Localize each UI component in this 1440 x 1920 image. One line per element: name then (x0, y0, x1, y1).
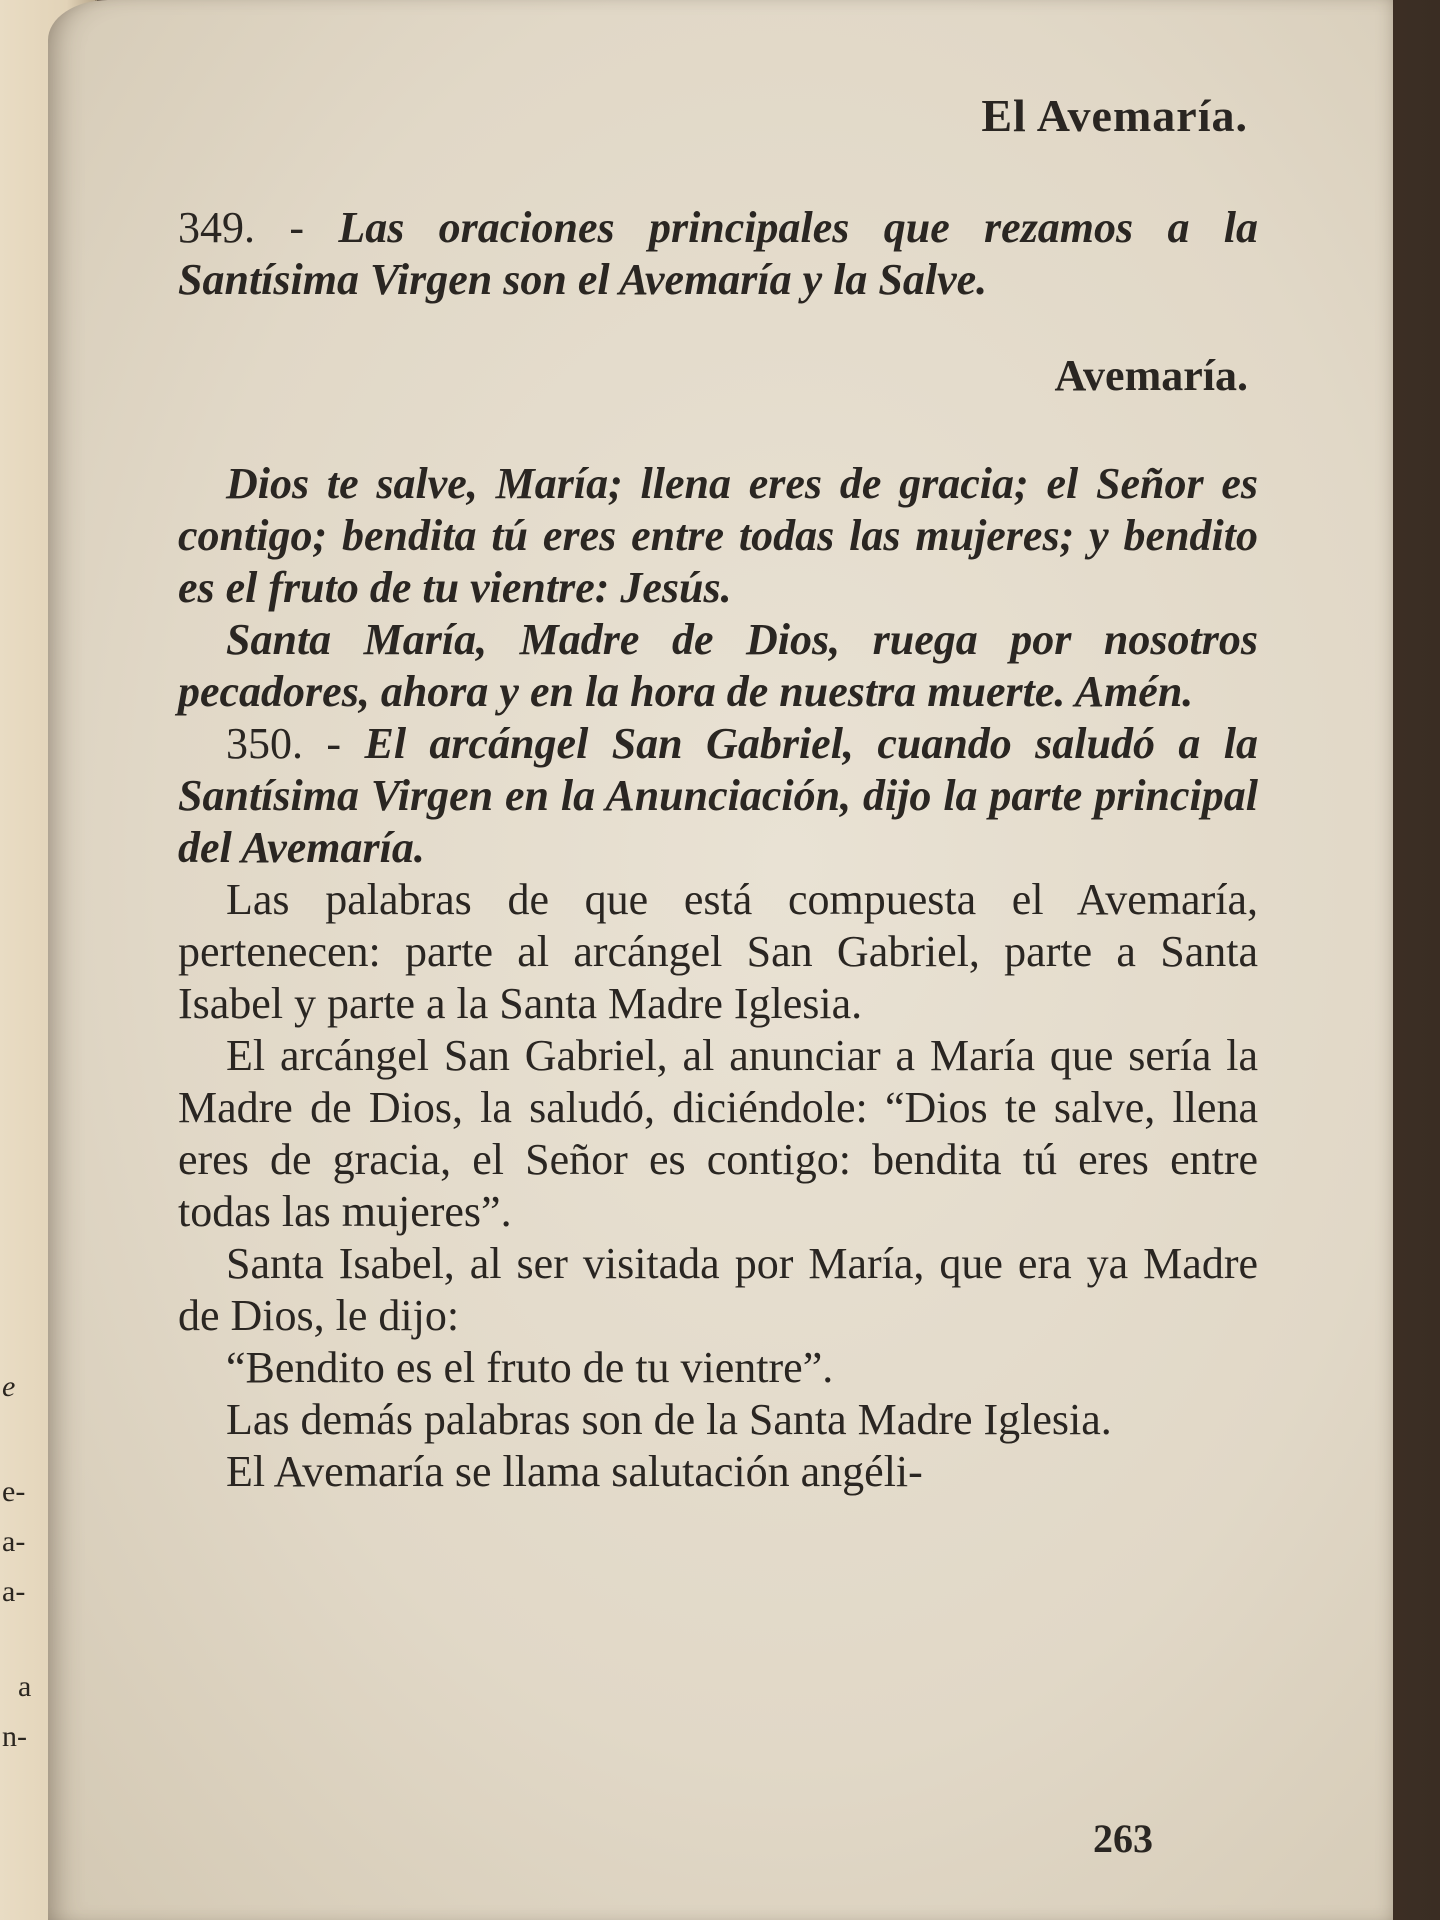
left-fragment: e (2, 1370, 16, 1403)
question-text: Las oraciones principales que rezamos a la Santísima Virgen son el Avemaría y la Salve. (178, 203, 1259, 304)
section-title: Avemaría. (1054, 351, 1248, 400)
left-fragment: e- (2, 1475, 26, 1508)
body-paragraph: Las demás palabras son de la Santa Madre Iglesia. (226, 1395, 1112, 1444)
body-paragraph: Santa Isabel, al ser visitada por María, que era ya Madre de Dios, le dijo: (178, 1239, 1258, 1340)
prayer-text (178, 458, 1258, 718)
left-fragment: a- (2, 1575, 26, 1608)
page-content (178, 80, 1258, 1498)
question-number: 349. - (178, 203, 304, 252)
question-text: El arcángel San Gabriel, cuando saludó a la Santísima Virgen en la Anunciación, dijo la parte principal del Avemaría. (178, 719, 1259, 872)
body-text (178, 874, 1258, 1498)
question-349 (178, 202, 1258, 306)
question-350 (178, 718, 1258, 874)
body-paragraph: “Bendito es el fruto de tu vientre”. (226, 1343, 834, 1392)
left-fragment: a- (2, 1525, 26, 1558)
running-header: El Avemaría. (981, 90, 1248, 141)
page-number: 263 (1093, 1816, 1153, 1861)
prayer-paragraph: Dios te salve, María; llena eres de gracia; el Señor es contigo; bendita tú eres entre todas las mujeres; y bendito es el fruto de tu vientre: Jesús. (178, 459, 1258, 612)
book-page (48, 0, 1393, 1920)
body-paragraph: El arcángel San Gabriel, al anunciar a María que sería la Madre de Dios, la saludó, diciéndole: “Dios te salve, llena eres de gracia, el Señor es contigo: bendita tú eres entre todas las mujeres”. (178, 1031, 1258, 1236)
left-fragment: n- (2, 1720, 27, 1753)
body-paragraph: Las palabras de que está compuesta el Avemaría, pertenecen: parte al arcángel San Gabriel, parte a Santa Isabel y parte a la Santa Madre Iglesia. (178, 875, 1258, 1028)
question-number: 350. - (226, 719, 342, 768)
left-fragment: a (18, 1670, 32, 1703)
body-paragraph: El Avemaría se llama salutación angéli- (226, 1447, 923, 1496)
prayer-paragraph: Santa María, Madre de Dios, ruega por nosotros pecadores, ahora y en la hora de nuestra muerte. Amén. (178, 615, 1258, 716)
